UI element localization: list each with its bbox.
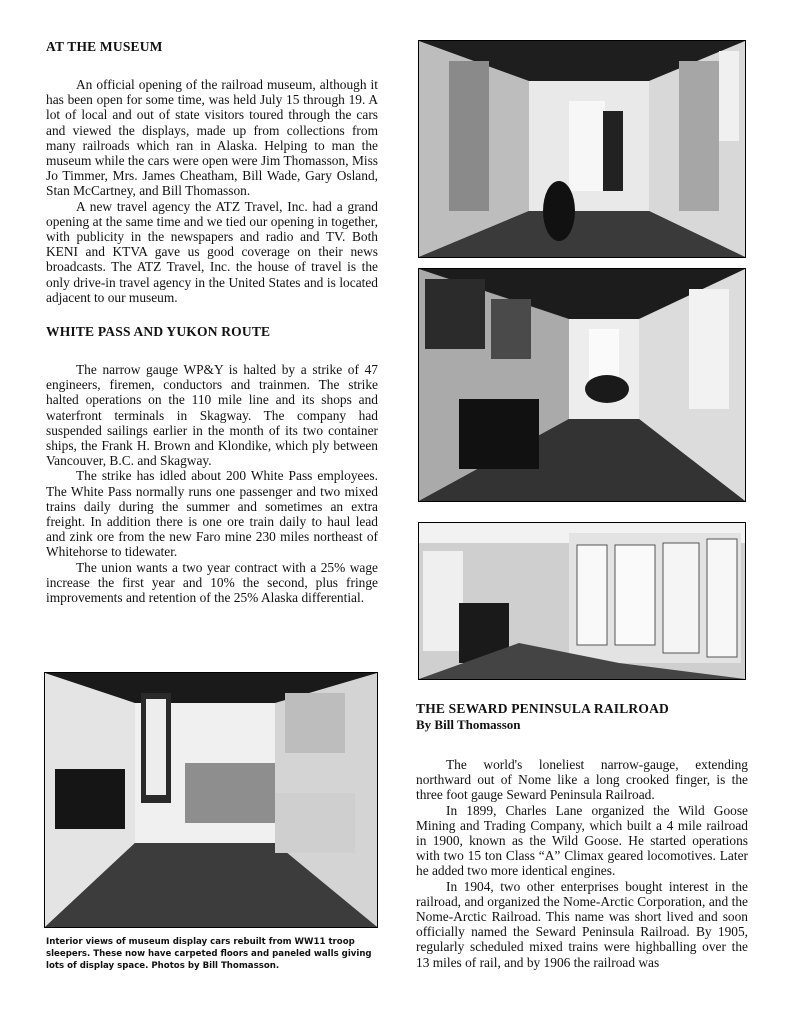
museum-interior-photo-3 <box>418 522 746 680</box>
museum-paragraph-1: An official opening of the railroad museum, although it has been open for some time, was held July 15 through 19. A lot of local and out of state visitors toured through the cars and viewed the displays, made up from collections from many railroads which ran in Alaska. Helping to man the museum while the cars were open were Jim Thomasson, Miss Jo Timmer, Mrs. James Cheatham, Bill Wade, Gary Osland, Stan McCartney, and Bill Thomasson. <box>46 77 378 199</box>
right-column <box>416 700 748 970</box>
white-pass-heading: WHITE PASS AND YUKON ROUTE <box>46 324 271 340</box>
white-pass-paragraph-2: The strike has idled about 200 White Pass employees. The White Pass normally runs one passenger and two mixed trains daily during the summer and sometimes an extra freight. In addition there is one ore train daily to haul lead and zink ore from the new Faro mine 230 miles northeast of Whitehorse to tidewater. <box>46 468 378 560</box>
seward-paragraph-3: In 1904, two other enterprises bought interest in the railroad, and organized the Nome-Arctic Corporation, and the Nome-Arctic Railroad. This name was short lived and soon officially named the Seward Peninsula Railroad. By 1905, regularly scheduled mixed trains were highballing over the 13 miles of rail, and by 1906 the railroad was <box>416 878 748 970</box>
photo-caption: Interior views of museum display cars rebuilt from WW11 troop sleepers. These now have carpeted floors and paneled walls giving lots of display space. Photos by Bill Thomasson. <box>46 937 372 971</box>
museum-interior-photo-2 <box>418 268 746 502</box>
seward-byline: By Bill Thomasson <box>416 717 521 732</box>
seward-paragraph-2: In 1899, Charles Lane organized the Wild Goose Mining and Trading Company, which built a 4 mile railroad in 1900, known as the Wild Goose. He started operations with two 15 ton Class “A” Climax geared locomotives. Later he added two more identical engines. <box>416 802 748 879</box>
seward-heading: THE SEWARD PENINSULA RAILROAD <box>416 701 669 716</box>
white-pass-paragraph-3: The union wants a two year contract with a 25% wage increase the first year and 10% the second, plus fringe improvements and retention of the 25% Alaska differential. <box>46 559 378 606</box>
museum-paragraph-2: A new travel agency the ATZ Travel, Inc. had a grand opening at the same time and we tied our opening in together, with publicity in the newspapers and radio and TV. Both KENI and KTVA gave us good coverage on their news broadcasts. The ATZ Travel, Inc. the house of travel is the only drive-in travel agency in the United States and is located adjacent to our museum. <box>46 198 378 305</box>
white-pass-paragraph-1: The narrow gauge WP&Y is halted by a strike of 47 engineers, firemen, conductors and trainmen. The strike halted operations on the 110 mile line and its shops and waterfront terminals in Skagway. The company had suspended sailings earlier in the month of its two container ships, the Frank H. Brown and Klondike, which ply between Vancouver, B.C. and Skagway. <box>46 362 378 469</box>
museum-interior-photo-1 <box>418 40 746 258</box>
museum-heading: AT THE MUSEUM <box>46 39 163 54</box>
seward-paragraph-1: The world's loneliest narrow-gauge, extending northward out of Nome like a long crooked finger, is the three foot gauge Seward Peninsula Railroad. <box>416 757 748 803</box>
museum-interior-photo-4 <box>44 672 378 928</box>
left-column <box>46 38 378 605</box>
